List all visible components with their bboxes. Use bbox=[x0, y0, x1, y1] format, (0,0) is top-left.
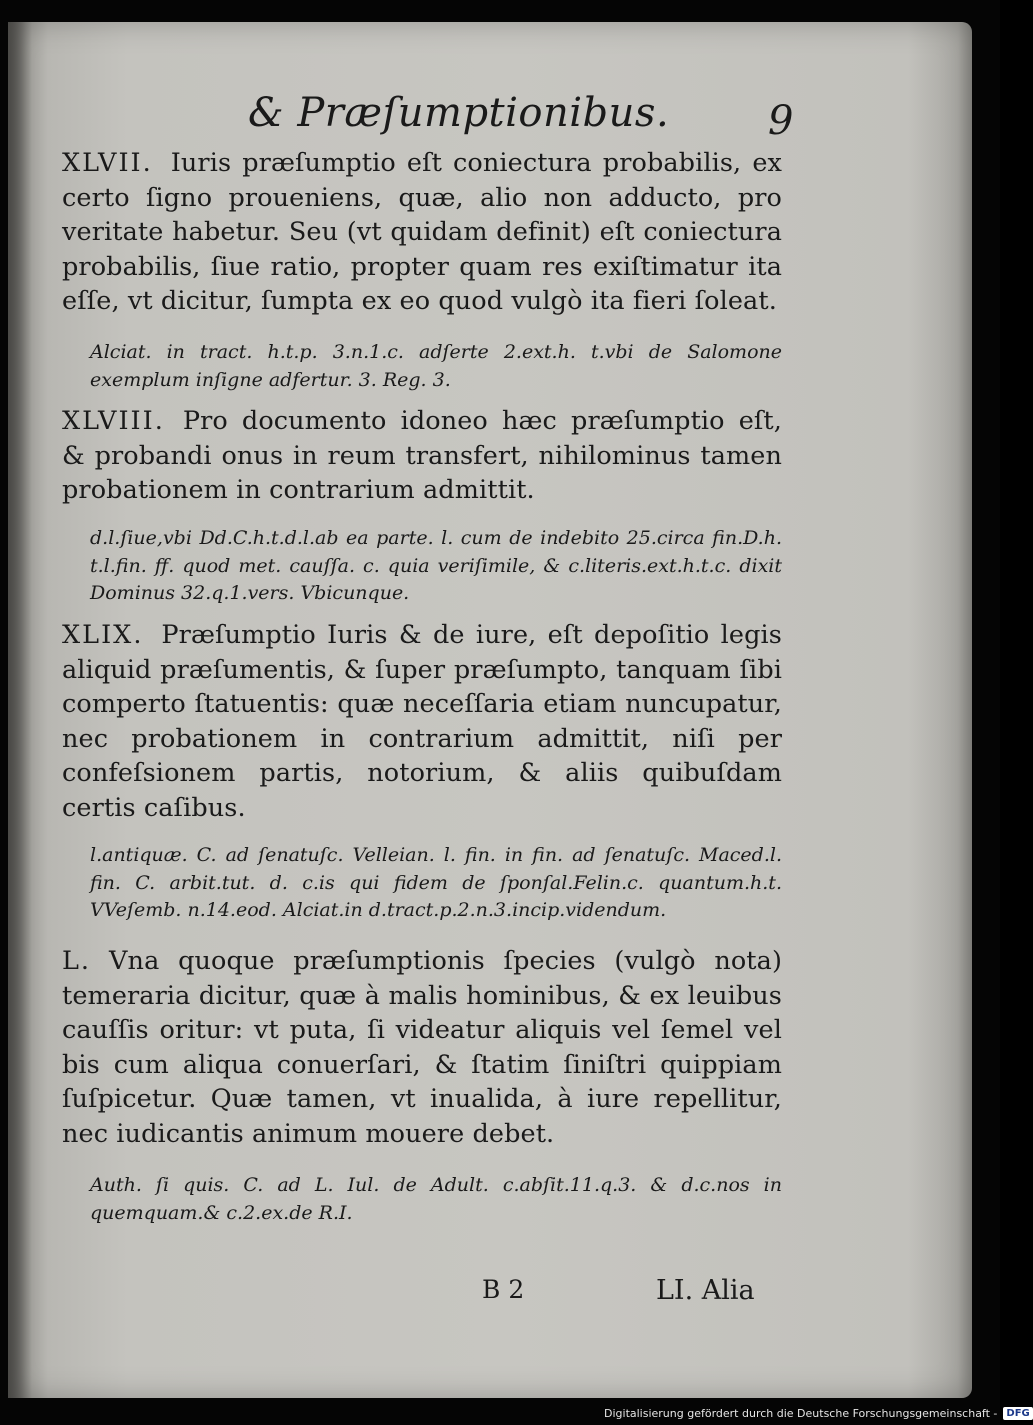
page-number: 9 bbox=[768, 98, 794, 144]
paragraph-text: Iuris præſumptio eſt coniectura probabilis, ex certo ſigno proueniens, quæ, alio non adducto, pro veritate habetur. Seu (vt quidam definit) eſt coniectura probabilis, ſiue ratio, propter quam res exiſtimatur ita eſſe, vt dicitur, ſumpta ex eo quod vulgò ita fieri ſoleat. bbox=[62, 148, 782, 316]
running-header: & Præſumptionibus. bbox=[248, 90, 670, 136]
marginal-citation: Auth. ſi quis. C. ad L. Iul. de Adult. c.abſit.11.q.3. & d.c.nos in quemquam.& c.2.ex.de R.I. bbox=[90, 1174, 782, 1224]
marginal-citation: l.antiquæ. C. ad ſenatuſc. Velleian. l. fin. in fin. ad ſenatuſc. Maced.l. fin. C. arbit.tut. d. c.is qui fidem de ſponſal.Felin.c. quantum.h.t. VVeſemb. n.14.eod. Alciat.in d.tract.p.2.n.3.incip.videndum. bbox=[90, 844, 782, 921]
paragraph-text: Pro documento idoneo hæc præſumptio eſt, & probandi onus in reum transfert, nihilominus tamen probationem in contrarium admittit. bbox=[62, 406, 782, 505]
paragraph-number: XLVIII. bbox=[62, 406, 165, 436]
paragraph-xlvii bbox=[62, 146, 782, 319]
digitization-credit bbox=[604, 1405, 1033, 1421]
paragraph-text: Præſumptio Iuris & de iure, eſt depoſitio legis aliquid præſumentis, & ſuper præſumpto, tanquam ſibi comperto ſtatuentis: quæ neceſſaria etiam nuncupatur, nec probationem in contrarium admittit, niſi per confeſsionem partis, notorium, & aliis quibuſdam certis caſibus. bbox=[62, 620, 782, 823]
marginal-citation: d.l.ſiue,vbi Dd.C.h.t.d.l.ab ea parte. l. cum de indebito 25.circa fin.D.h. t.l.fin. ff. quod met. cauſſa. c. quia veriſimile, & c.literis.ext.h.t.c. dixit Dominus 32.q.1.vers. Vbicunque. bbox=[90, 527, 782, 604]
page-gutter-shadow bbox=[8, 22, 32, 1398]
signature-mark: B 2 bbox=[482, 1275, 525, 1304]
catchword: LI. Alia bbox=[656, 1275, 755, 1306]
paragraph-xlix bbox=[62, 618, 782, 825]
paragraph-number: XLVII. bbox=[62, 148, 153, 178]
paragraph-number: L. bbox=[62, 946, 92, 976]
dfg-logo: DFG bbox=[1003, 1407, 1032, 1420]
paragraph-xlviii bbox=[62, 404, 782, 508]
marginal-citation: Alciat. in tract. h.t.p. 3.n.1.c. adſerte 2.ext.h. t.vbi de Salomone exemplum inſigne adfertur. 3. Reg. 3. bbox=[90, 341, 782, 391]
paragraph-number: XLIX. bbox=[62, 620, 144, 650]
paragraph-text: Vna quoque præſumptionis ſpecies (vulgò nota) temeraria dicitur, quæ à malis hominibus, & ex leuibus cauſſis oritur: vt puta, ſi videatur aliquis vel ſemel vel bis cum aliqua conuerſari, & ſtatim ſiniſtri quippiam ſuſpicetur. Quæ tamen, vt inualida, à iure repellitur, nec iudicantis animum mouere debet. bbox=[62, 946, 782, 1149]
paragraph-l bbox=[62, 944, 782, 1151]
credit-text: Digitalisierung gefördert durch die Deutsche Forschungsgemeinschaft - bbox=[604, 1406, 998, 1420]
